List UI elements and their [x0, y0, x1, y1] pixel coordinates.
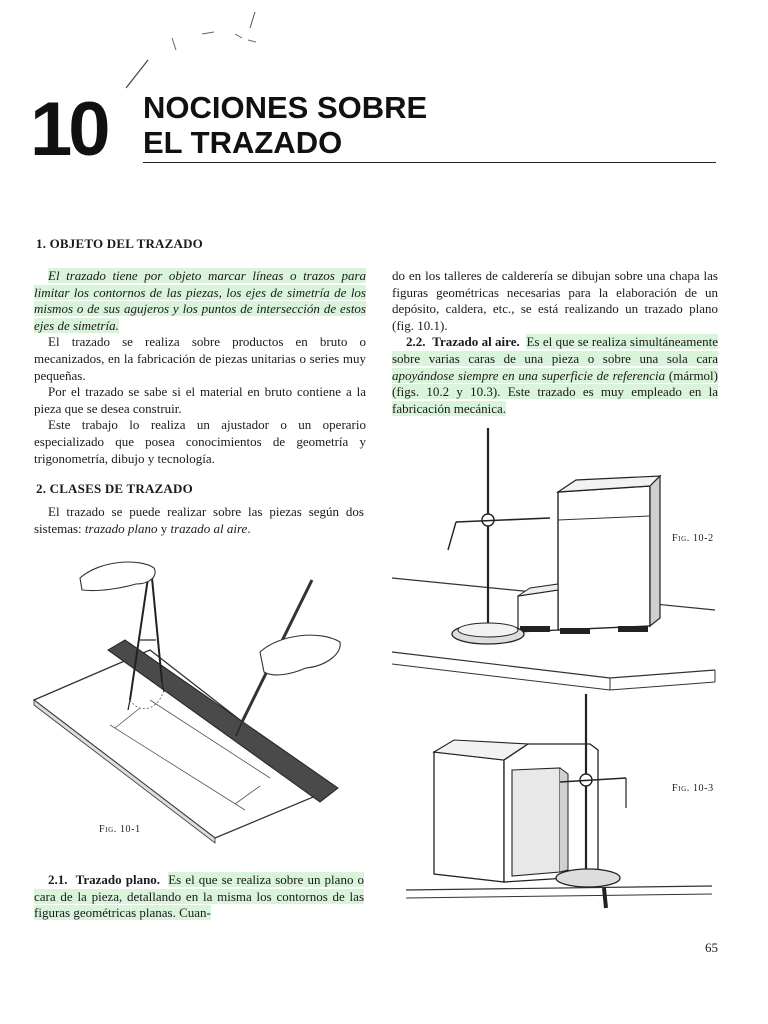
- section-1-paragraph-2: El trazado se realiza sobre productos en bruto o mecanizados, en la fabricación de piezas unitarias o series muy pequeñas.: [34, 334, 366, 383]
- section-2-1-number: 2.1.: [48, 872, 68, 887]
- section-2-2: 2.2. Trazado al aire. Es el que se realiza simultáneamente sobre varias caras de una pieza o sobre una sola cara apoyándose siempre en una superficie de referencia (mármol) (figs. 10.2 y 10.3). Este trazado es muy empleado en la fabricación mecánica.: [392, 334, 718, 416]
- figure-10-2-caption: Fig. 10-2: [672, 533, 714, 544]
- figure-10-3-caption: Fig. 10-3: [672, 783, 714, 794]
- section-1-definition: El trazado tiene por objeto marcar líneas o trazos para limitar los contornos de las piezas, los ejes de simetría de los mismos o de sus agujeros y los puntos de intersección de estos ejes de simetría.: [34, 268, 366, 333]
- chapter-title-line-1: NOCIONES SOBRE: [143, 90, 428, 125]
- figure-10-3-illustration: [400, 690, 720, 920]
- chapter-number: 10: [30, 87, 107, 172]
- figure-10-1-illustration: [30, 550, 370, 850]
- section-1-paragraph-3: Por el trazado se sabe si el material en bruto contiene a la pieza que se desea construir.: [34, 384, 366, 416]
- right-column-text: [392, 268, 718, 417]
- figure-10-2-illustration: [390, 420, 720, 695]
- section-2-intro: El trazado se puede realizar sobre las piezas según dos sistemas: trazado plano y trazado al aire.: [34, 504, 364, 536]
- section-1-heading: 1. OBJETO DEL TRAZADO: [36, 236, 203, 251]
- chapter-title-line-2: EL TRAZADO: [143, 125, 343, 160]
- chapter-title: [143, 90, 427, 160]
- section-2-1: [34, 872, 364, 922]
- figure-10-1-caption: Fig. 10-1: [99, 824, 141, 835]
- pencil-scribble: [110, 8, 280, 98]
- section-1-paragraph-4: Este trabajo lo realiza un ajustador o un operario especializado que posea conocimientos de geometría y trigonometría, dibujo y tecnología.: [34, 417, 366, 466]
- section-1-body: [34, 268, 366, 467]
- section-2-heading: 2. CLASES DE TRAZADO: [36, 481, 193, 496]
- title-rule: [143, 162, 716, 163]
- section-2-1-text: Es el que se realiza sobre un plano o cara de la pieza, detallando en la misma los contornos de las figuras geométricas planas. Cuan-: [34, 872, 365, 921]
- right-column-continuation: do en los talleres de calderería se dibujan sobre una chapa las figuras geométricas necesarias para la elaboración de un depósito, caldera, etc., se está realizando un trazado plano (fig. 10.1).: [392, 268, 718, 333]
- section-2-1-title: Trazado plano.: [75, 872, 161, 887]
- page-number: 65: [705, 940, 718, 955]
